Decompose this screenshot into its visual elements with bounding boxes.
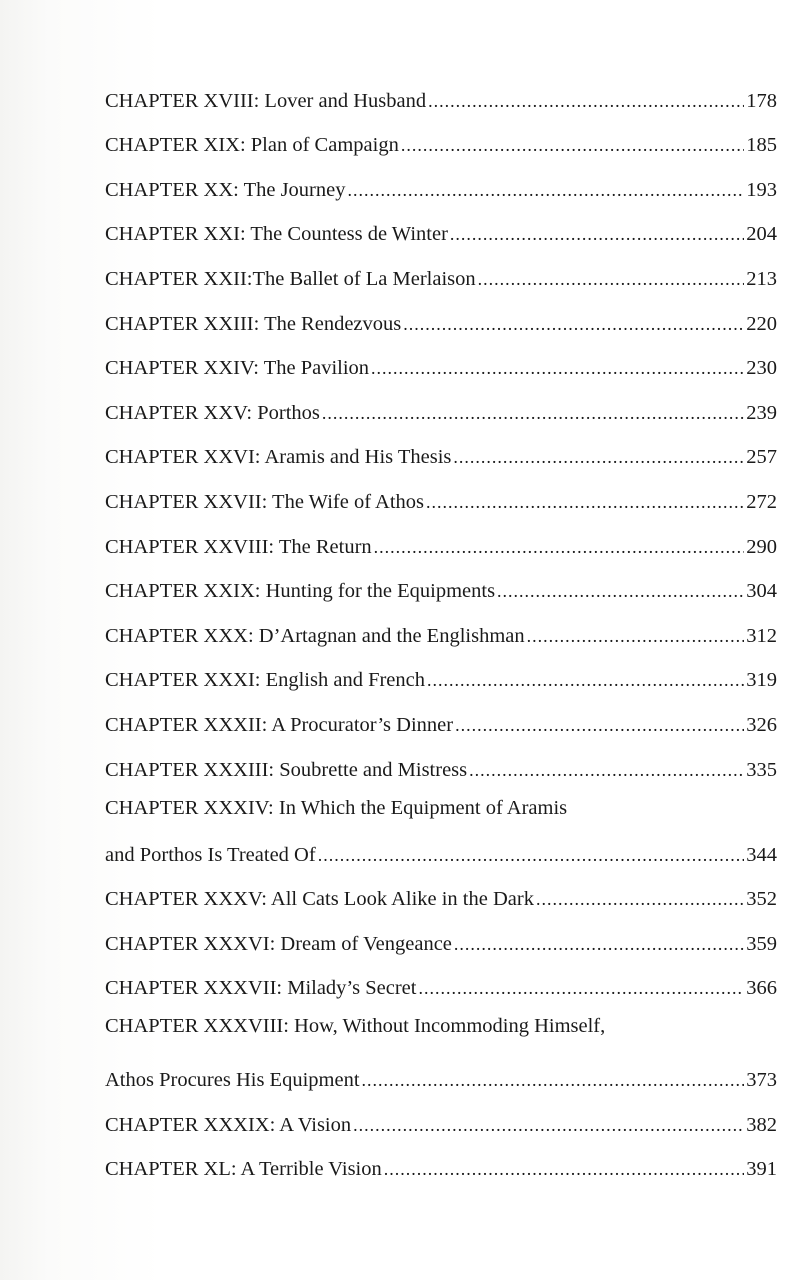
toc-entry-page: 391	[746, 1158, 777, 1181]
toc-entry-page: 344	[746, 843, 777, 866]
dot-leader	[403, 312, 744, 336]
toc-entry	[105, 392, 777, 437]
dot-leader	[427, 668, 744, 692]
dot-leader	[318, 843, 745, 867]
dot-leader	[362, 1068, 745, 1092]
toc-entry	[105, 615, 777, 660]
toc-entry-page: 230	[746, 357, 777, 380]
dot-leader	[469, 758, 744, 782]
toc-entry	[105, 1104, 777, 1149]
dot-leader	[536, 887, 744, 911]
toc-entry-page: 272	[746, 490, 777, 513]
toc-entry	[105, 214, 777, 259]
toc-entry-page: 359	[746, 932, 777, 955]
toc-entry-page: 290	[746, 535, 777, 558]
toc-entry-page: 193	[746, 178, 777, 201]
toc-entry	[105, 571, 777, 616]
toc-entry-title: CHAPTER XXIII: The Rendezvous	[105, 312, 402, 335]
table-of-contents	[105, 80, 777, 1193]
toc-entry	[105, 80, 777, 125]
toc-entry-title-line1: CHAPTER XXXIV: In Which the Equipment of Aramis	[105, 796, 568, 819]
dot-leader	[450, 222, 744, 246]
toc-entry-page: 185	[746, 134, 777, 157]
toc-entry	[105, 348, 777, 393]
toc-entry-title: CHAPTER XXXII: A Procurator’s Dinner	[105, 713, 454, 736]
toc-entry-title: CHAPTER XXVII: The Wife of Athos	[105, 490, 424, 513]
toc-entry-page: 220	[746, 312, 777, 335]
toc-entry-title: CHAPTER XXX: D’Artagnan and the Englishman	[105, 624, 525, 647]
toc-entry-title: CHAPTER XXXV: All Cats Look Alike in the Dark	[105, 888, 534, 911]
dot-leader	[353, 1113, 744, 1137]
toc-entry-page: 319	[746, 669, 777, 692]
toc-entry	[105, 968, 777, 1013]
toc-entry-page: 326	[746, 713, 777, 736]
dot-leader	[527, 624, 745, 648]
toc-entry	[105, 258, 777, 303]
toc-entry	[105, 303, 777, 348]
toc-entry	[105, 169, 777, 214]
dot-leader	[453, 445, 744, 469]
dot-leader	[348, 178, 745, 202]
toc-entry-title: CHAPTER XXIX: Hunting for the Equipments	[105, 580, 496, 603]
toc-entry	[105, 437, 777, 482]
toc-entry	[105, 526, 777, 571]
dot-leader	[384, 1157, 745, 1181]
toc-entry	[105, 749, 777, 794]
dot-leader	[371, 356, 744, 380]
dot-leader	[454, 932, 744, 956]
dot-leader	[455, 713, 744, 737]
toc-entry	[105, 481, 777, 526]
toc-entry-page: 312	[746, 624, 777, 647]
toc-entry	[105, 704, 777, 749]
dot-leader	[418, 976, 744, 1000]
toc-entry	[105, 660, 777, 705]
toc-entry-page: 335	[746, 758, 777, 781]
toc-entry-page: 373	[746, 1069, 777, 1092]
toc-entry-page: 304	[746, 580, 777, 603]
dot-leader	[428, 89, 744, 113]
toc-entry-title: CHAPTER XXV: Porthos	[105, 401, 320, 424]
toc-entry-title: CHAPTER XXVIII: The Return	[105, 535, 372, 558]
toc-entry-title: CHAPTER XX: The Journey	[105, 178, 346, 201]
toc-entry	[105, 1149, 777, 1194]
toc-entry	[105, 923, 777, 968]
toc-entry-title: CHAPTER XXI: The Countess de Winter	[105, 223, 448, 246]
toc-entry-title: CHAPTER XXVI: Aramis and His Thesis	[105, 446, 452, 469]
dot-leader	[497, 579, 744, 603]
toc-entry-page: 204	[746, 223, 777, 246]
toc-entry-page: 213	[746, 267, 777, 290]
toc-entry-page: 257	[746, 446, 777, 469]
toc-entry-page: 178	[746, 89, 777, 112]
toc-entry-title: CHAPTER XXXVI: Dream of Vengeance	[105, 932, 452, 955]
toc-entry-title: Athos Procures His Equipment	[105, 1069, 360, 1092]
toc-entry-title: and Porthos Is Treated Of	[105, 843, 316, 866]
toc-entry	[105, 125, 777, 170]
dot-leader	[426, 490, 744, 514]
toc-entry-title: CHAPTER XXIV: The Pavilion	[105, 357, 370, 380]
toc-entry	[105, 1012, 777, 1104]
dot-leader	[322, 401, 744, 425]
toc-entry-title: CHAPTER XXXVII: Milady’s Secret	[105, 977, 417, 1000]
toc-entry-page: 352	[746, 888, 777, 911]
toc-entry-title: CHAPTER XXXIX: A Vision	[105, 1113, 352, 1136]
dot-leader	[478, 267, 745, 291]
toc-entry-title: CHAPTER XXII:The Ballet of La Merlaison	[105, 267, 476, 290]
toc-entry-title: CHAPTER XXXIII: Soubrette and Mistress	[105, 758, 468, 781]
toc-entry-title-line1: CHAPTER XXXVIII: How, Without Incommoding Himself,	[105, 1015, 606, 1038]
toc-entry-title: CHAPTER XL: A Terrible Vision	[105, 1158, 382, 1181]
toc-entry	[105, 879, 777, 924]
dot-leader	[401, 133, 744, 157]
toc-entry-page: 382	[746, 1113, 777, 1136]
toc-entry-page: 239	[746, 401, 777, 424]
toc-entry	[105, 794, 777, 879]
toc-entry-title: CHAPTER XVIII: Lover and Husband	[105, 89, 427, 112]
dot-leader	[374, 535, 745, 559]
toc-entry-title: CHAPTER XIX: Plan of Campaign	[105, 134, 399, 157]
toc-entry-page: 366	[746, 977, 777, 1000]
toc-entry-title: CHAPTER XXXI: English and French	[105, 669, 426, 692]
